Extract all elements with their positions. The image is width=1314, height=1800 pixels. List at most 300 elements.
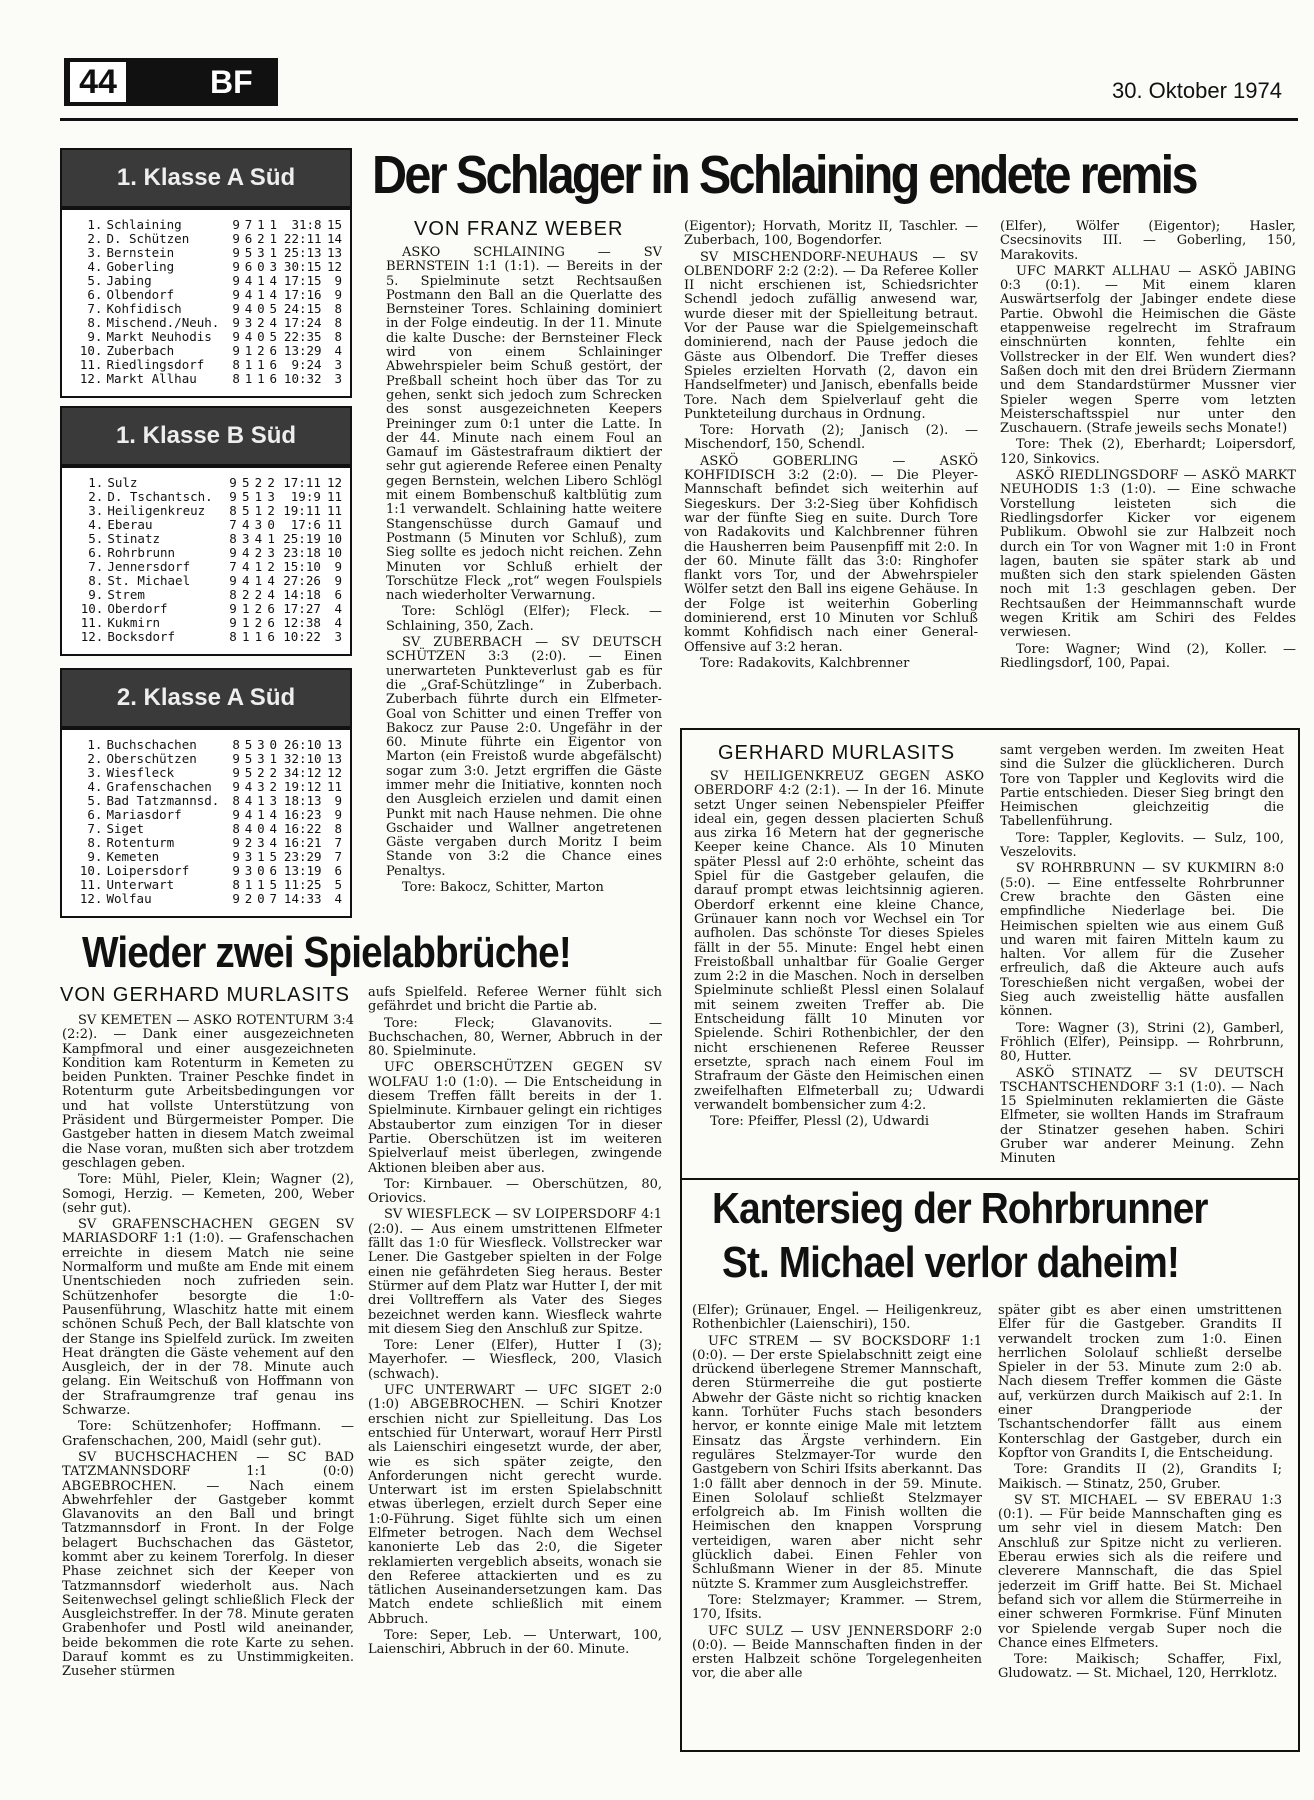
article-paragraph: UFC UNTERWART — UFC SIGET 2:0 (1:0) ABGEBROCHEN. — Schiri Knotzer erschien nicht zur Spielleitung. Das Los entschied für Unterwart, worauf Herr Pirstl als Laienschiri eingesetzt wurde, der aber, wie es sich später zeigte, den Anforderungen nicht gerecht wurde. Unterwart ist im ersten Spielabschnitt etwas überlegen, erzielt durch Seper eine 1:0-Führung. Siget fühlte sich um einen Elfmeter betrogen. Nach dem Wechsel kanonierte Leb das 2:0, die Sigeter reklamierten vergeblich abseits, wonach sie den Referee attackierten und es zu tätlichen Auseinandersetzungen kam. Das Match endete schließlich mit einem Abbruch. <box>368 1383 662 1627</box>
table-row <box>76 892 344 906</box>
table-cell: 1 <box>241 629 250 644</box>
table-cell: 11 <box>326 489 342 504</box>
table-cell: 8 <box>232 821 240 836</box>
table-cell: 12. <box>79 891 103 906</box>
table-cell: 3 <box>257 835 265 850</box>
league-table-2a <box>60 668 352 918</box>
table-cell: 18:13 <box>283 793 322 808</box>
team-name: Schlaining <box>106 217 182 232</box>
table-cell: 9 <box>232 779 240 794</box>
table-cell: 1. <box>88 475 104 490</box>
table-cell: 6 <box>267 629 275 644</box>
table-cell: 9 <box>232 315 240 330</box>
table-cell: 1 <box>254 629 263 644</box>
table-cell: 5 <box>269 849 277 864</box>
table-cell: 9 <box>232 259 240 274</box>
table-cell: 4 <box>241 517 250 532</box>
table-cell: 6. <box>88 545 104 560</box>
table-cell: 1 <box>244 357 253 372</box>
table-cell: 3 <box>244 315 253 330</box>
table-cell: 4 <box>241 573 250 588</box>
table-cell: 12:38 <box>283 615 321 630</box>
table-cell: 4 <box>267 573 275 588</box>
table-cell: 9 <box>334 287 342 302</box>
table-cell: 32:10 <box>283 751 322 766</box>
article-column <box>1000 744 1284 1172</box>
league-table-1b <box>60 406 352 656</box>
table-cell: 13:29 <box>283 343 322 358</box>
table-cell: 6 <box>334 587 342 602</box>
article-column <box>694 770 984 1170</box>
table-cell: 17:6 <box>290 517 321 532</box>
table-cell: 5 <box>244 765 253 780</box>
table-cell: 9 <box>232 231 240 246</box>
table-row <box>76 316 344 330</box>
table-cell: 10. <box>79 343 103 358</box>
table-cell: 5 <box>244 245 253 260</box>
table-cell: 4 <box>269 287 277 302</box>
team-name: D. Tschantsch. <box>107 489 213 504</box>
table-cell: 10 <box>326 531 342 546</box>
byline-weber: VON FRANZ WEBER <box>414 218 624 240</box>
table-cell: 1 <box>254 573 263 588</box>
table-cell: 4 <box>269 315 277 330</box>
table-cell: 4. <box>88 517 104 532</box>
issue-date: 30. Oktober 1974 <box>1111 78 1282 103</box>
table-cell: 10 <box>326 545 342 560</box>
table-cell: 5 <box>241 475 250 490</box>
table-cell: 15:10 <box>283 559 321 574</box>
table-cell: 2 <box>257 765 265 780</box>
article-column <box>386 246 662 916</box>
table-cell: 14 <box>326 231 342 246</box>
table-cell: 9 <box>229 475 237 490</box>
table-row <box>76 344 344 358</box>
league-table-body <box>60 208 352 398</box>
table-cell: 0 <box>257 891 265 906</box>
table-cell: 6 <box>244 231 253 246</box>
table-cell: 11. <box>80 615 104 630</box>
table-cell: 4 <box>244 273 253 288</box>
article-paragraph: SV ZUBERBACH — SV DEUTSCH SCHÜTZEN 3:3 (2:0). — Einen unerwarteten Punkteverlust gab es für die „Graf-Schützlinge“ in Zuberbach. Zuberbach führte durch ein Elfmeter-Goal von Schitter und einen Treffer von Bakocz zur Pause 2:0. Ungefähr in der 60. Minute führte ein Eigentor von Marton (ein Freistoß wurde abgefälscht) sogar zum 3:0. Jetzt ergriffen die Gäste immer mehr die Initiative, konnten noch den Ausgleich erzielen und damit einen Punkt mit nach Hause nehmen. Die ohne Gschaider und Wallner angetretenen Gäste vergaben durch Moritz I beim Stande von 3:2 die Chance eines Penaltys. <box>386 635 662 879</box>
article-paragraph: SV WIESFLECK — SV LOIPERSDORF 4:1 (2:0). — Aus einem umstrittenen Elfmeter fällt das 1:0 für Wiesfleck. Vollstrecker war Lener. Die Gastgeber spielten in der Folge einen nie gefährdeten Sieg heraus. Bester Stürmer auf dem Platz war Hutter I, der mit drei Volltreffern als Vater des Sieges bezeichnet werden kann. Wiesfleck wahrte mit diesem Sieg den Anschluß zur Spitze. <box>368 1207 662 1337</box>
table-cell: 4 <box>269 273 277 288</box>
article-paragraph: SV ST. MICHAEL — SV EBERAU 1:3 (0:1). — Für beide Mannschaften ging es um sehr viel in diesem Match: Den Anschluß zur Spitze nicht zu verlieren. Eberau erwies sich als die reifere und cleverere Mannschaft, die das Spiel jederzeit im Griff hatte. Bei St. Michael befand sich vor allem die Stürmerreihe in einer schweren Formkrise. Fünf Minuten vor Spielende vergab Super noch die Chance eines Elfmeters. <box>998 1492 1282 1651</box>
standings-table <box>76 218 344 386</box>
table-cell: 4 <box>244 821 253 836</box>
team-name: Kohfidisch <box>106 301 182 316</box>
article-column <box>998 1304 1282 1744</box>
byline-murlasits: VON GERHARD MURLASITS <box>60 984 350 1006</box>
table-cell: 1 <box>257 217 265 232</box>
table-cell: 4 <box>269 835 277 850</box>
article-paragraph: SV MISCHENDORF-NEUHAUS — SV OLBENDORF 2:2 (2:2). — Da Referee Koller II nicht erschienen ist, Schiedsrichter Schendl jedoch zufällig anwesend war, wurde dieser mit der Spielleitung betraut. Vor der Pause war die Spielgemeinschaft dominierend, nach der Pause jedoch die Gäste aus Olbendorf. Die Treffer dieses Spieles erzielten Horvath (2, davon ein Handselfmeter) und Janisch, ebenfalls beide Tore. Nach dem Spielverlauf geht die Punkteteilung durchaus in Ordnung. <box>684 249 978 422</box>
table-cell: 9 <box>232 765 240 780</box>
table-cell: 4 <box>241 559 250 574</box>
article-goals: Tore: Mühl, Pieler, Klein; Wagner (2), Somogi, Herzig. — Kemeten, 200, Weber (sehr gut). <box>62 1172 354 1216</box>
table-cell: 10. <box>80 601 104 616</box>
table-cell: 3 <box>334 357 342 372</box>
table-cell: 25:13 <box>283 245 322 260</box>
table-cell: 5 <box>244 737 253 752</box>
table-row <box>76 588 344 602</box>
table-cell: 9 <box>232 891 240 906</box>
table-row <box>76 630 344 644</box>
table-cell: 2 <box>267 559 275 574</box>
table-cell: 9 <box>232 217 240 232</box>
table-cell: 3 <box>244 863 253 878</box>
table-row <box>76 822 344 836</box>
article-goals: Tore: Radakovits, Kalchbrenner <box>700 655 910 671</box>
table-cell: 3 <box>254 517 263 532</box>
table-cell: 9 <box>232 301 240 316</box>
article-paragraph: SV HEILIGENKREUZ GEGEN ASKÖ OBERDORF 4:2 (2:1). — In der 16. Minute setzt Unger seinen Nebenspieler Pfeiffer ideal ein, gegen dessen placierten Schuß aus zirka 16 Metern hat der gegnerische Keeper keine Chance. Als 10 Minuten später Plessl auf 2:0 erhöhte, scheint das Spiel für die Gastgeber gelaufen, die darauf prompt etwas leichtsinnig agieren. Oberdorf erkennt eine kleine Chance, Grünauer kann noch vor Wechsel ein Tor aufholen. Das schönste Tor dieses Spieles fällt in der 55. Minute: Engel hebt einen Freistoßball unhaltbar für Goalie Gerger zum 2:2 in die Maschen. Noch in derselben Spielminute schließt Plessl einen Solalauf mit seinem zweiten Treffer ab. Die Entscheidung fällt 10 Minuten vor Spielende. Schiri Rothenbichler, der den nicht erschienenen Referee Reusser ersetzte, sprach nach einem Foul im Strafraum der Gäste den Heimischen einen zweifelhaften Elfmeterball zu; Udwardi verwandelt bombensicher zum 4:2. <box>694 770 984 1113</box>
table-cell: 8 <box>232 357 240 372</box>
table-cell: 17:16 <box>283 287 322 302</box>
table-cell: 4 <box>244 301 253 316</box>
table-cell: 22:11 <box>283 231 322 246</box>
table-cell: 1 <box>269 231 277 246</box>
table-row <box>76 780 344 794</box>
table-cell: 1 <box>257 273 265 288</box>
table-cell: 9. <box>87 329 103 344</box>
table-cell: 9 <box>229 489 237 504</box>
table-cell: 1 <box>244 877 253 892</box>
table-cell: 6 <box>269 863 277 878</box>
table-cell: 7 <box>229 559 237 574</box>
table-row <box>76 532 344 546</box>
team-name: Mischend./Neuh. <box>106 315 220 330</box>
standings-table <box>76 476 344 644</box>
table-row <box>76 218 344 232</box>
table-row <box>76 850 344 864</box>
article-goals: Tore: Schützenhofer; Hoffmann. — Grafenschachen, 200, Maidl (sehr gut). <box>62 1419 354 1449</box>
article-paragraph: SV GRAFENSCHACHEN GEGEN SV MARIASDORF 1:1 (1:0). — Grafenschachen erreichte in diesem Match nie seine Normalform und mußte am Ende mit einem Unentschieden noch zufrieden sein. Schützenhofer besorgte die 1:0-Pausenführung, Wlaschitz hatte mit einem schönen Schuß Pech, der Ball klatschte von der Stange ins Spielfeld zurück. Im zweiten Heat drängten die Gäste vehement auf den Ausgleich, der in der 78. Minute auch gelang. Ein Weitschuß von Hoffmann von der Strafraumgrenze traf genau ins Schwarze. <box>62 1217 354 1419</box>
article-goals: Tor: Kirnbauer. — Oberschützen, 80, Oriovics. <box>368 1176 662 1207</box>
third-headline-line2: St. Michael verlor daheim! <box>722 1238 1179 1287</box>
team-name: Buchschachen <box>106 737 197 752</box>
table-cell: 3 <box>334 629 342 644</box>
table-cell: 8 <box>232 737 240 752</box>
article-paragraph: ASKÖ RIEDLINGSDORF — ASKÖ MARKT NEUHODIS 1:3 (1:0). — Eine schwache Vorstellung leisteten sich die Riedlingsdorfer Kicker vor eigenem Publikum. Obwohl sie zur Halbzeit noch durch ein Tor von Wagner mit 1:0 in Front lagen, bauten sie später stark ab und mußten sich den stark spielenden Gästen noch mit 1:3 geschlagen geben. Der Rechtsaußen der Heimmannschaft wurde wegen Kritik am Schiri des Feldes verwiesen. <box>1000 468 1296 641</box>
league-table-body <box>60 466 352 656</box>
table-cell: 25:19 <box>283 531 321 546</box>
table-cell: 17:24 <box>283 315 322 330</box>
table-cell: 16:22 <box>283 821 322 836</box>
table-row <box>76 616 344 630</box>
team-name: D. Schützen <box>106 231 190 246</box>
table-cell: 3 <box>257 779 265 794</box>
team-name: Jennersdorf <box>107 559 191 574</box>
table-cell: 17:27 <box>283 601 321 616</box>
table-cell: 34:12 <box>283 765 322 780</box>
team-name: Oberschützen <box>106 751 197 766</box>
table-cell: 3 <box>257 751 265 766</box>
table-row <box>76 358 344 372</box>
article-paragraph: SV ROHRBRUNN — SV KUKMIRN 8:0 (5:0). — Eine entfesselte Rohrbrunner Crew brachte den Gästen eine empfindliche Niederlage bei. Die Heimischen spielten wie aus einem Guß und waren mit fairen Mitteln kaum zu halten. Vor allem für die Zuseher erfreulich, daß die Akteure auch aufs Toreschießen nicht vergaßen, wobei der Sieg auch zweistellig hätte ausfallen können. <box>1000 861 1284 1020</box>
table-cell: 1 <box>269 217 277 232</box>
table-cell: 1 <box>254 503 263 518</box>
team-name: Grafenschachen <box>106 779 212 794</box>
table-row <box>76 878 344 892</box>
table-cell: 2 <box>254 601 263 616</box>
article-column <box>692 1304 982 1744</box>
table-cell: 3 <box>269 793 277 808</box>
table-cell: 4. <box>87 779 103 794</box>
table-cell: 6. <box>87 807 103 822</box>
table-cell: 4. <box>87 259 103 274</box>
table-row <box>76 546 344 560</box>
table-cell: 7 <box>229 517 237 532</box>
table-cell: 9 <box>232 835 240 850</box>
third-headline-line1: Kantersieg der Rohrbrunner <box>712 1184 1208 1233</box>
table-cell: 19:9 <box>290 489 321 504</box>
team-name: Strem <box>107 587 145 602</box>
team-name: Markt Neuhodis <box>106 329 212 344</box>
table-cell: 8. <box>87 835 103 850</box>
team-name: Bernstein <box>106 245 175 260</box>
table-cell: 5. <box>87 273 103 288</box>
table-cell: 23:18 <box>283 545 321 560</box>
table-cell: 9 <box>334 793 342 808</box>
table-cell: 0 <box>257 863 265 878</box>
table-cell: 2 <box>254 475 263 490</box>
team-name: Kemeten <box>106 849 160 864</box>
article-goals: Tore: Stelzmayer; Krammer. — Strem, 170, Ifsits. <box>692 1592 982 1623</box>
table-cell: 8 <box>334 821 342 836</box>
table-cell: 9 <box>334 807 342 822</box>
table-cell: 0 <box>267 517 275 532</box>
team-name: Oberdorf <box>107 601 168 616</box>
table-cell: 11 <box>326 503 342 518</box>
table-cell: 5 <box>241 489 250 504</box>
team-name: Sulz <box>107 475 138 490</box>
table-cell: 9 <box>232 245 240 260</box>
table-cell: 5 <box>334 877 342 892</box>
table-cell: 7 <box>334 849 342 864</box>
table-cell: 15 <box>326 217 342 232</box>
table-cell: 31:8 <box>291 217 322 232</box>
page-number: 44 <box>70 62 126 102</box>
table-row <box>76 504 344 518</box>
table-cell: 12 <box>326 475 342 490</box>
table-cell: 8. <box>87 315 103 330</box>
article-column <box>62 1014 354 1776</box>
table-row <box>76 274 344 288</box>
table-cell: 9 <box>334 273 342 288</box>
table-cell: 12. <box>79 371 103 386</box>
table-cell: 3 <box>334 371 342 386</box>
table-row <box>76 490 344 504</box>
table-cell: 0 <box>269 737 277 752</box>
table-cell: 2 <box>254 587 263 602</box>
table-cell: 11 <box>326 779 342 794</box>
table-cell: 0 <box>257 301 265 316</box>
article-goals: Tore: Schlögl (Elfer); Fleck. — Schlaining, 350, Zach. <box>386 604 662 634</box>
table-row <box>76 302 344 316</box>
league-table-1a <box>60 148 352 398</box>
table-cell: 8 <box>232 371 240 386</box>
team-name: Stinatz <box>107 531 161 546</box>
article-goals: Tore: Horvath (2); Janisch (2). — Mischendorf, 150, Schendl. <box>684 423 978 453</box>
table-cell: 1 <box>254 489 263 504</box>
article-paragraph: SV BUCHSCHACHEN — SC BAD TATZMANNSDORF 1:1 (0:0) ABGEBROCHEN. — Nach einem Abwehrfehler der Gastgeber kommt Glavanovits an den Ball und bringt Tatzmannsdorf in Front. In der Folge belagert Buchschachen das Gästetor, kommt aber zu keinem Torerfolg. In dieser Phase zeichnet sich der Keeper von Tatzmannsdorf wiederholt aus. Nach Seitenwechsel gelingt schließlich Fleck der Ausgleichstreffer. In der 78. Minute geraten Grabenhofer und Postl wild aneinander, beide bekommen die rote Karte zu sehen. Darauf kommt es zu Unstimmigkeiten. Zuseher stürmen <box>62 1449 354 1680</box>
table-cell: 5. <box>88 531 104 546</box>
article-goals: Tore: Wagner (3), Strini (2), Gamberl, Fröhlich (Elfer), Peinsipp. — Rohrbrunn, 80, Hutter. <box>1000 1020 1284 1065</box>
team-name: Kukmirn <box>107 615 161 630</box>
article-goals: Tore: Lener (Elfer), Hutter I (3); Mayerhofer. — Wiesfleck, 200, Vlasich (schwach). <box>368 1338 662 1382</box>
table-cell: 6 <box>244 259 253 274</box>
table-cell: 4 <box>244 287 253 302</box>
table-row <box>76 738 344 752</box>
table-row <box>76 232 344 246</box>
table-cell: 9 <box>232 343 240 358</box>
table-cell: 7. <box>87 821 103 836</box>
table-cell: 2 <box>269 765 277 780</box>
article-column <box>368 986 662 1776</box>
table-cell: 9:24 <box>291 357 322 372</box>
table-cell: 1 <box>257 287 265 302</box>
table-cell: 6 <box>269 371 277 386</box>
table-cell: 4 <box>334 615 342 630</box>
team-name: St. Michael <box>107 573 191 588</box>
article-paragraph: UFC STREM — SV BOCKSDORF 1:1 (0:0). — Der erste Spielabschnitt zeigt eine drückend überlegene Stremer Mannschaft, deren Stürmerreihe die gut postierte Abwehr der Gäste nicht so richtig knacken kann. Torhüter Fuchs stach besonders hervor, er konnte einige Male mit letztem Einsatz das Ärgste verhindern. Ein reguläres Stelzmayer-Tor wurde den Gastgebern von Schiri Ifsits aberkannt. Das 1:0 fällt aber dennoch in der 59. Minute. Einen Sololauf schließt Stelzmayer erfolgreich ab. Im Finish wollten die Heimischen den knappen Vorsprung verteidigen, waren aber nicht sehr glücklich dabei. Einen Fehler von Schlußmann Wiener in der 85. Minute nützte S. Krammer zum Ausgleichstreffer. <box>692 1333 982 1592</box>
table-cell: 8. <box>88 573 104 588</box>
article-column <box>1000 220 1296 720</box>
table-cell: 2 <box>254 545 263 560</box>
table-cell: 3. <box>87 245 103 260</box>
article-goals: Tore: Tappler, Keglovits. — Sulz, 100, Veszelovits. <box>1000 830 1284 861</box>
article-paragraph: (Elfer); Grünauer, Engel. — Heiligenkreuz, Rothenbichler (Laienschiri), 150. <box>692 1304 982 1333</box>
table-cell: 2 <box>257 343 265 358</box>
table-row <box>76 794 344 808</box>
table-cell: 1 <box>267 531 275 546</box>
team-name: Mariasdorf <box>106 807 182 822</box>
team-name: Bocksdorf <box>107 629 176 644</box>
table-cell: 2 <box>244 835 253 850</box>
table-cell: 3 <box>267 545 275 560</box>
table-cell: 8 <box>229 503 237 518</box>
header-rule <box>60 118 1298 121</box>
table-cell: 11:25 <box>283 877 322 892</box>
table-cell: 6 <box>269 343 277 358</box>
table-cell: 8 <box>334 315 342 330</box>
league-table-body <box>60 728 352 918</box>
table-cell: 8 <box>334 301 342 316</box>
table-cell: 4 <box>267 587 275 602</box>
table-cell: 13 <box>326 737 342 752</box>
team-name: Bad Tatzmannsd. <box>106 793 220 808</box>
article-paragraph: später gibt es aber einen umstrittenen Elfer für die Gastgeber. Grandits II verwandelt trocken zum 1:0. Einen herrlichen Sololauf schließt derselbe Spieler in der 53. Minute zum 2:0 ab. Nach diesem Treffer kommen die Gäste auf, verkürzen durch Maikisch auf 2:1. In einer Drangperiode der Tschantschendorfer fällt aus einem Konterschlag der Gastgeber, durch ein Kopftor von Grandits I, die Entscheidung. <box>998 1304 1282 1461</box>
table-cell: 30:15 <box>283 259 322 274</box>
table-cell: 2 <box>254 615 263 630</box>
table-cell: 4 <box>334 343 342 358</box>
table-cell: 1 <box>257 807 265 822</box>
table-row <box>76 518 344 532</box>
section-label: BF <box>210 64 253 100</box>
table-row <box>76 836 344 850</box>
table-cell: 14:18 <box>283 587 321 602</box>
table-cell: 9 <box>334 559 342 574</box>
table-row <box>76 766 344 780</box>
table-cell: 1 <box>244 371 253 386</box>
table-cell: 10:32 <box>283 371 322 386</box>
table-cell: 17:11 <box>283 475 321 490</box>
table-cell: 3 <box>257 737 265 752</box>
table-cell: 3. <box>88 503 104 518</box>
table-cell: 19:11 <box>283 503 321 518</box>
table-cell: 2. <box>87 751 103 766</box>
team-name: Unterwart <box>106 877 175 892</box>
league-table-title: 2. Klasse A Süd <box>60 668 352 728</box>
article-goals: Tore: Bakocz, Schitter, Marton <box>402 880 604 896</box>
table-cell: 7. <box>87 301 103 316</box>
table-cell: 8 <box>229 587 237 602</box>
table-cell: 27:26 <box>283 573 321 588</box>
table-row <box>76 246 344 260</box>
table-cell: 0 <box>257 821 265 836</box>
article-goals: Tore: Thek (2), Eberhardt; Loipersdorf, 120, Sinkovics. <box>1000 437 1296 467</box>
table-cell: 2 <box>267 503 275 518</box>
article-column <box>684 220 978 720</box>
table-row <box>76 260 344 274</box>
table-row <box>76 574 344 588</box>
table-cell: 4 <box>244 793 253 808</box>
table-cell: 12 <box>326 765 342 780</box>
table-cell: 11. <box>79 357 103 372</box>
table-cell: 9 <box>229 615 237 630</box>
table-cell: 1 <box>269 751 277 766</box>
table-cell: 13 <box>326 751 342 766</box>
table-cell: 9 <box>232 751 240 766</box>
table-cell: 16:23 <box>283 807 322 822</box>
table-cell: 6 <box>267 601 275 616</box>
table-cell: 9 <box>232 849 240 864</box>
table-row <box>76 476 344 490</box>
team-name: Olbendorf <box>106 287 175 302</box>
byline-murlasits-box: GERHARD MURLASITS <box>718 742 956 764</box>
article-goals: Tore: Wagner; Wind (2), Koller. — Riedlingsdorf, 100, Papai. <box>1000 641 1296 671</box>
table-cell: 6 <box>334 863 342 878</box>
table-cell: 4 <box>254 531 263 546</box>
table-cell: 1. <box>87 217 103 232</box>
table-cell: 9 <box>334 573 342 588</box>
table-cell: 12 <box>326 259 342 274</box>
table-cell: 5 <box>244 751 253 766</box>
team-name: Heiligenkreuz <box>107 503 206 518</box>
table-cell: 1 <box>257 849 265 864</box>
team-name: Goberling <box>106 259 175 274</box>
second-headline: Wieder zwei Spielabbrüche! <box>82 928 571 977</box>
table-cell: 9 <box>232 273 240 288</box>
table-row <box>76 372 344 386</box>
table-row <box>76 602 344 616</box>
table-cell: 8 <box>229 531 237 546</box>
article-paragraph: UFC SULZ — USV JENNERSDORF 2:0 (0:0). — Beide Mannschaften finden in der ersten Halbzeit schöne Torgelegenheiten vor, die aber alle <box>692 1623 982 1682</box>
table-cell: 4 <box>334 601 342 616</box>
table-row <box>76 330 344 344</box>
article-paragraph: (Eigentor); Horvath, Moritz II, Taschler. — Zuberbach, 100, Bogendorfer. <box>684 220 978 249</box>
table-row <box>76 560 344 574</box>
table-cell: 1 <box>257 371 265 386</box>
team-name: Wiesfleck <box>106 765 175 780</box>
article-paragraph: SV KEMETEN — ASKÖ ROTENTURM 3:4 (2:2). — Dank einer ausgezeichneten Kampfmoral und einer ausgezeichneten Kondition kam Rotenturm in Kemeten zu beiden Punkten. Trainer Peschke findet in Rotenturm gute Arbeitsbedingungen vor und hat vollste Unterstützung von Präsident und Bürgermeister Pomper. Die Gastgeber hatten in diesem Match zweimal die Nase voran, mußten sich aber trotzdem geschlagen geben. <box>62 1014 354 1171</box>
table-cell: 22:35 <box>283 329 322 344</box>
table-cell: 2 <box>269 779 277 794</box>
team-name: Riedlingsdorf <box>106 357 205 372</box>
article-paragraph: ASKÖ STINATZ — SV DEUTSCH TSCHANTSCHENDORF 3:1 (1:0). — Nach 15 Spielminuten reklamierten die Gäste Elfmeter, sie wollten Hands im Strafraum der Stinatzer gesehen haben. Schiri Gruber war anderer Meinung. Zehn Minuten <box>1000 1065 1284 1167</box>
table-cell: 9 <box>229 601 237 616</box>
